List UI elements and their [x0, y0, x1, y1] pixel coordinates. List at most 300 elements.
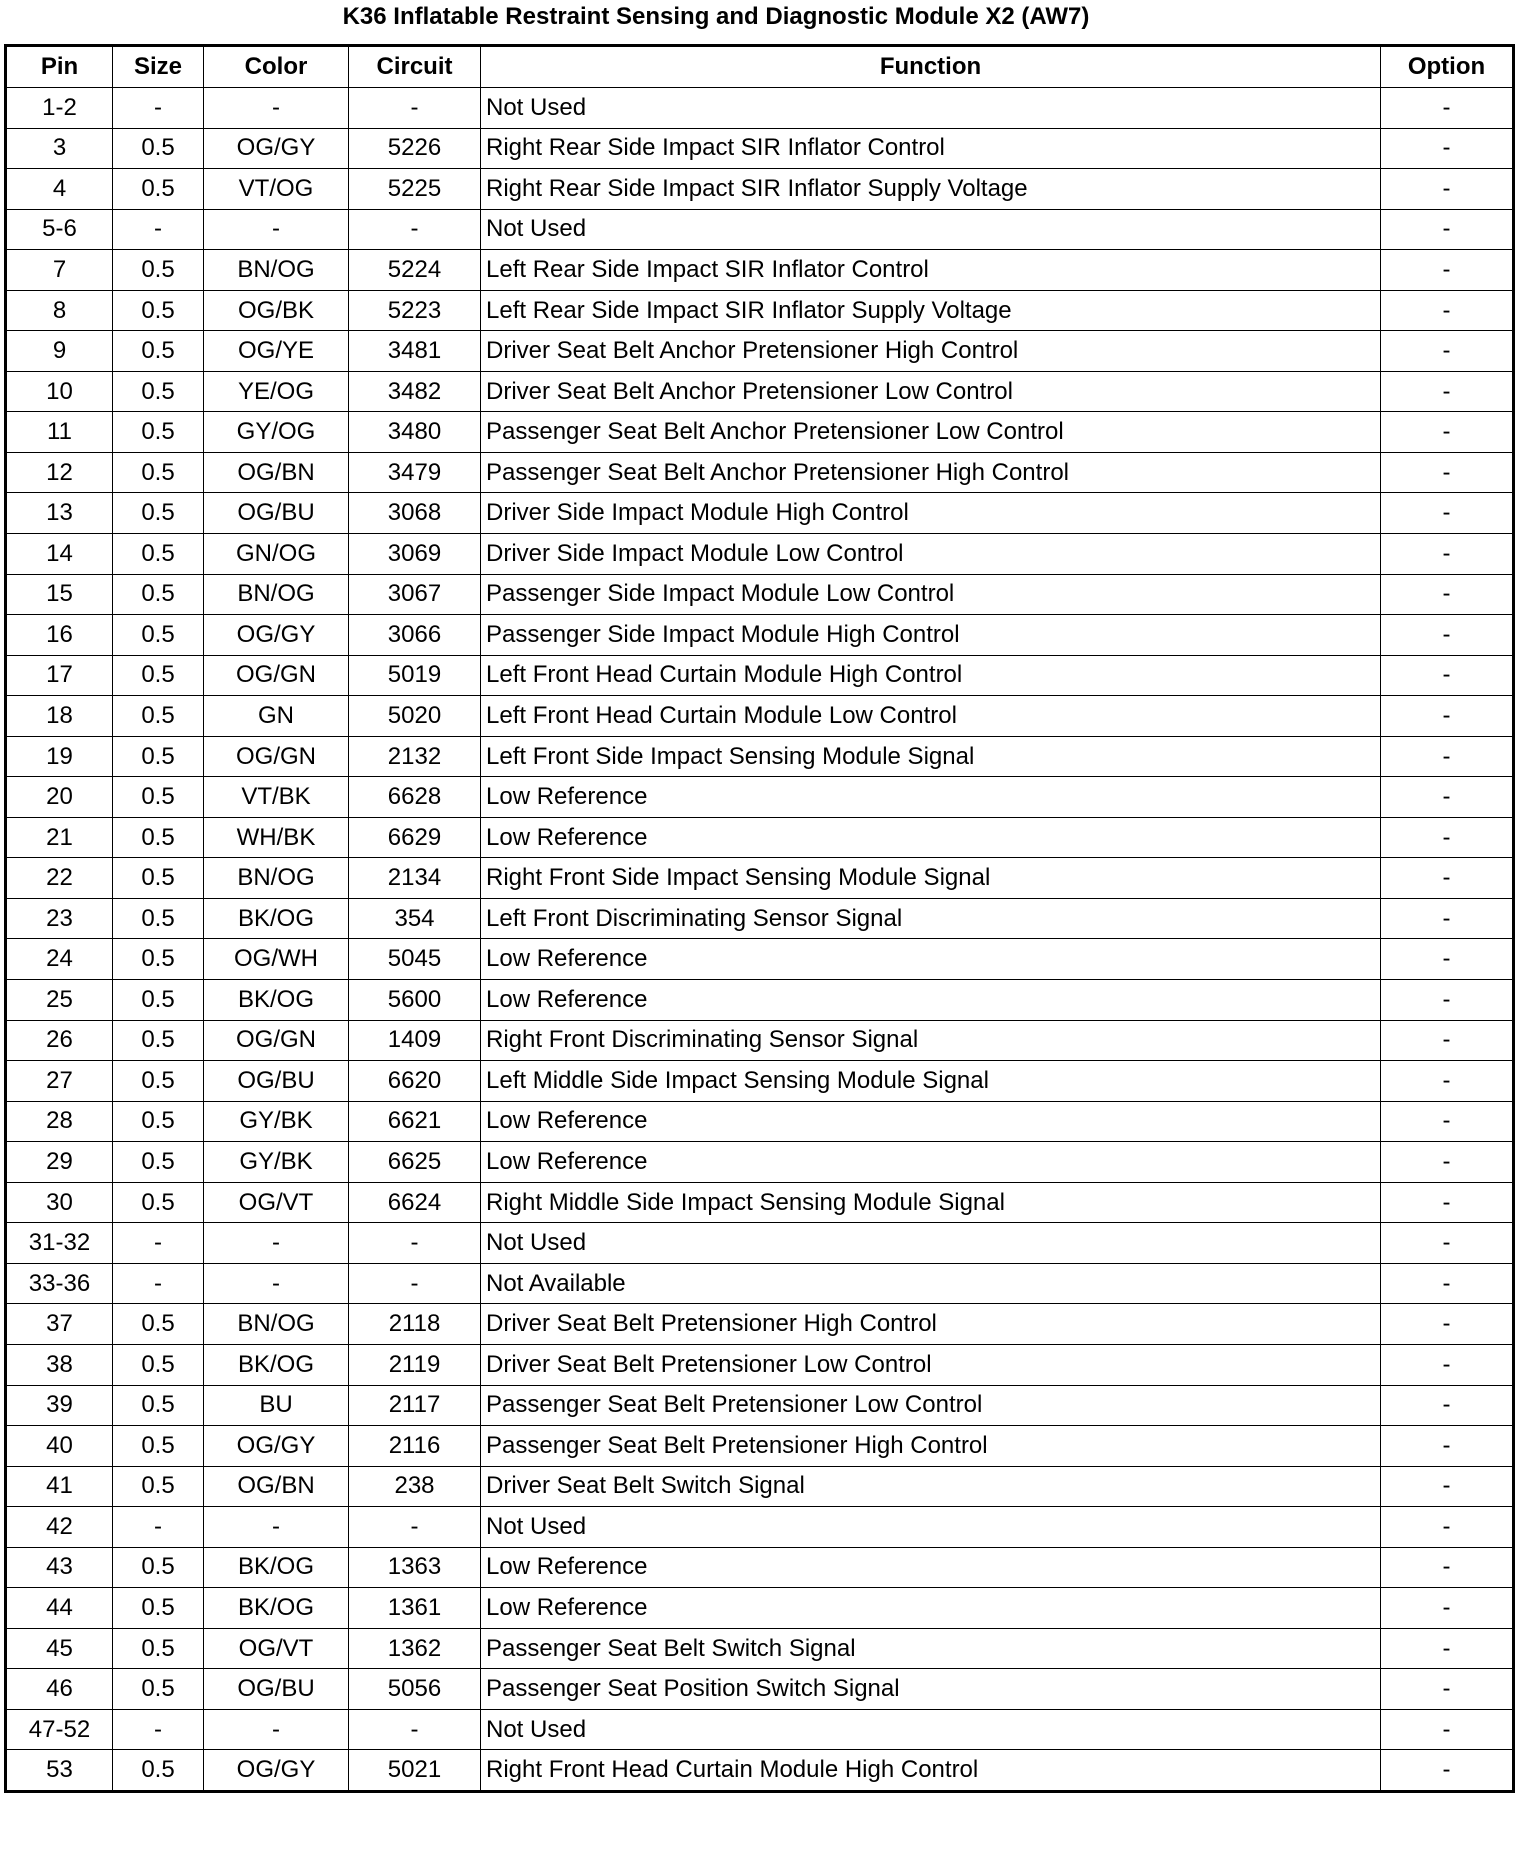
cell-color: BN/OG: [204, 858, 349, 899]
table-row: [6, 452, 1514, 493]
cell-pin: 38: [6, 1344, 113, 1385]
cell-pin: 26: [6, 1020, 113, 1061]
cell-circuit: 5223: [349, 290, 481, 331]
cell-function: Not Used: [481, 88, 1381, 129]
cell-color: OG/BU: [204, 493, 349, 534]
cell-color: OG/VT: [204, 1182, 349, 1223]
cell-option: -: [1381, 452, 1514, 493]
cell-size: 0.5: [113, 777, 204, 818]
cell-size: 0.5: [113, 1750, 204, 1792]
cell-option: -: [1381, 615, 1514, 656]
cell-size: 0.5: [113, 655, 204, 696]
cell-size: 0.5: [113, 980, 204, 1021]
table-header-row: [6, 46, 1514, 88]
cell-size: -: [113, 1263, 204, 1304]
cell-pin: 31-32: [6, 1223, 113, 1264]
cell-pin: 24: [6, 939, 113, 980]
cell-function: Right Front Side Impact Sensing Module Signal: [481, 858, 1381, 899]
table-row: [6, 1628, 1514, 1669]
cell-pin: 18: [6, 696, 113, 737]
cell-option: -: [1381, 1628, 1514, 1669]
table-row: [6, 331, 1514, 372]
cell-function: Not Used: [481, 209, 1381, 250]
cell-circuit: 1409: [349, 1020, 481, 1061]
cell-size: 0.5: [113, 574, 204, 615]
cell-circuit: 6620: [349, 1061, 481, 1102]
cell-function: Right Rear Side Impact SIR Inflator Supply Voltage: [481, 169, 1381, 210]
cell-option: -: [1381, 1101, 1514, 1142]
cell-color: YE/OG: [204, 371, 349, 412]
cell-function: Not Used: [481, 1223, 1381, 1264]
cell-pin: 13: [6, 493, 113, 534]
cell-size: 0.5: [113, 1426, 204, 1467]
document-title: K36 Inflatable Restraint Sensing and Diagnostic Module X2 (AW7): [342, 3, 1090, 30]
cell-option: -: [1381, 574, 1514, 615]
cell-circuit: -: [349, 88, 481, 129]
cell-option: -: [1381, 1750, 1514, 1792]
cell-circuit: 3481: [349, 331, 481, 372]
table-row: [6, 1223, 1514, 1264]
cell-circuit: 6621: [349, 1101, 481, 1142]
cell-circuit: 5224: [349, 250, 481, 291]
cell-circuit: 5600: [349, 980, 481, 1021]
cell-option: -: [1381, 736, 1514, 777]
cell-color: BK/OG: [204, 1344, 349, 1385]
cell-color: OG/GN: [204, 1020, 349, 1061]
cell-color: OG/GY: [204, 128, 349, 169]
cell-function: Passenger Seat Belt Pretensioner High Control: [481, 1426, 1381, 1467]
cell-circuit: 5021: [349, 1750, 481, 1792]
header-size: Size: [113, 46, 204, 88]
cell-size: 0.5: [113, 128, 204, 169]
cell-circuit: -: [349, 1709, 481, 1750]
cell-option: -: [1381, 898, 1514, 939]
cell-option: -: [1381, 534, 1514, 575]
cell-pin: 27: [6, 1061, 113, 1102]
cell-color: GY/OG: [204, 412, 349, 453]
cell-option: -: [1381, 980, 1514, 1021]
cell-circuit: 2132: [349, 736, 481, 777]
cell-function: Not Available: [481, 1263, 1381, 1304]
cell-function: Low Reference: [481, 939, 1381, 980]
cell-size: 0.5: [113, 1628, 204, 1669]
cell-circuit: 6629: [349, 817, 481, 858]
cell-pin: 33-36: [6, 1263, 113, 1304]
table-row: [6, 655, 1514, 696]
cell-size: 0.5: [113, 898, 204, 939]
cell-option: -: [1381, 1304, 1514, 1345]
cell-function: Left Front Head Curtain Module High Control: [481, 655, 1381, 696]
cell-color: OG/GY: [204, 1426, 349, 1467]
cell-option: -: [1381, 858, 1514, 899]
cell-color: OG/BU: [204, 1669, 349, 1710]
cell-circuit: 3067: [349, 574, 481, 615]
cell-pin: 22: [6, 858, 113, 899]
cell-size: 0.5: [113, 1020, 204, 1061]
cell-size: 0.5: [113, 1588, 204, 1629]
cell-pin: 20: [6, 777, 113, 818]
cell-option: -: [1381, 1344, 1514, 1385]
cell-option: -: [1381, 1263, 1514, 1304]
table-row: [6, 1466, 1514, 1507]
cell-circuit: -: [349, 1263, 481, 1304]
cell-color: BN/OG: [204, 1304, 349, 1345]
cell-size: 0.5: [113, 736, 204, 777]
table-row: [6, 980, 1514, 1021]
cell-option: -: [1381, 290, 1514, 331]
cell-circuit: -: [349, 1507, 481, 1548]
cell-pin: 15: [6, 574, 113, 615]
cell-circuit: 3479: [349, 452, 481, 493]
header-option: Option: [1381, 46, 1514, 88]
table-row: [6, 209, 1514, 250]
cell-circuit: 3482: [349, 371, 481, 412]
cell-function: Right Front Discriminating Sensor Signal: [481, 1020, 1381, 1061]
cell-circuit: 5045: [349, 939, 481, 980]
table-row: [6, 1547, 1514, 1588]
cell-circuit: 1362: [349, 1628, 481, 1669]
cell-option: -: [1381, 169, 1514, 210]
cell-circuit: 6624: [349, 1182, 481, 1223]
cell-color: GY/BK: [204, 1142, 349, 1183]
cell-color: OG/VT: [204, 1628, 349, 1669]
cell-option: -: [1381, 1182, 1514, 1223]
table-row: [6, 1061, 1514, 1102]
cell-function: Driver Seat Belt Pretensioner High Control: [481, 1304, 1381, 1345]
table-row: [6, 736, 1514, 777]
cell-size: 0.5: [113, 371, 204, 412]
cell-function: Passenger Seat Belt Anchor Pretensioner High Control: [481, 452, 1381, 493]
cell-size: -: [113, 88, 204, 129]
cell-option: -: [1381, 250, 1514, 291]
cell-function: Driver Seat Belt Switch Signal: [481, 1466, 1381, 1507]
cell-circuit: 1363: [349, 1547, 481, 1588]
table-row: [6, 939, 1514, 980]
cell-option: -: [1381, 696, 1514, 737]
cell-pin: 1-2: [6, 88, 113, 129]
cell-function: Low Reference: [481, 817, 1381, 858]
table-row: [6, 534, 1514, 575]
cell-pin: 30: [6, 1182, 113, 1223]
table-row: [6, 1182, 1514, 1223]
cell-size: 0.5: [113, 1547, 204, 1588]
cell-pin: 23: [6, 898, 113, 939]
cell-size: 0.5: [113, 452, 204, 493]
table-row: [6, 371, 1514, 412]
cell-pin: 45: [6, 1628, 113, 1669]
cell-function: Low Reference: [481, 1588, 1381, 1629]
cell-size: 0.5: [113, 169, 204, 210]
cell-function: Left Middle Side Impact Sensing Module Signal: [481, 1061, 1381, 1102]
cell-size: -: [113, 1507, 204, 1548]
cell-option: -: [1381, 1385, 1514, 1426]
cell-circuit: 3069: [349, 534, 481, 575]
cell-pin: 16: [6, 615, 113, 656]
cell-circuit: 2116: [349, 1426, 481, 1467]
cell-function: Left Front Side Impact Sensing Module Signal: [481, 736, 1381, 777]
cell-function: Right Front Head Curtain Module High Control: [481, 1750, 1381, 1792]
cell-color: -: [204, 1223, 349, 1264]
cell-function: Driver Seat Belt Anchor Pretensioner Low Control: [481, 371, 1381, 412]
cell-circuit: 6628: [349, 777, 481, 818]
cell-circuit: 3068: [349, 493, 481, 534]
cell-option: -: [1381, 412, 1514, 453]
cell-color: BU: [204, 1385, 349, 1426]
cell-pin: 5-6: [6, 209, 113, 250]
cell-function: Low Reference: [481, 777, 1381, 818]
cell-circuit: 354: [349, 898, 481, 939]
cell-color: VT/OG: [204, 169, 349, 210]
cell-option: -: [1381, 1507, 1514, 1548]
cell-pin: 9: [6, 331, 113, 372]
cell-option: -: [1381, 1588, 1514, 1629]
cell-function: Right Middle Side Impact Sensing Module Signal: [481, 1182, 1381, 1223]
cell-circuit: 5020: [349, 696, 481, 737]
cell-size: 0.5: [113, 534, 204, 575]
cell-size: 0.5: [113, 493, 204, 534]
cell-function: Passenger Seat Position Switch Signal: [481, 1669, 1381, 1710]
cell-size: 0.5: [113, 412, 204, 453]
cell-option: -: [1381, 817, 1514, 858]
table-row: [6, 1344, 1514, 1385]
cell-circuit: 2134: [349, 858, 481, 899]
header-circuit: Circuit: [349, 46, 481, 88]
cell-color: OG/BN: [204, 452, 349, 493]
cell-pin: 53: [6, 1750, 113, 1792]
cell-size: 0.5: [113, 615, 204, 656]
cell-option: -: [1381, 331, 1514, 372]
table-row: [6, 1142, 1514, 1183]
cell-size: 0.5: [113, 1344, 204, 1385]
cell-pin: 19: [6, 736, 113, 777]
cell-function: Not Used: [481, 1507, 1381, 1548]
cell-color: OG/WH: [204, 939, 349, 980]
cell-color: -: [204, 1507, 349, 1548]
cell-circuit: 6625: [349, 1142, 481, 1183]
cell-size: 0.5: [113, 290, 204, 331]
cell-option: -: [1381, 1223, 1514, 1264]
cell-size: 0.5: [113, 331, 204, 372]
cell-function: Driver Side Impact Module Low Control: [481, 534, 1381, 575]
cell-function: Passenger Side Impact Module Low Control: [481, 574, 1381, 615]
cell-option: -: [1381, 1142, 1514, 1183]
cell-color: BN/OG: [204, 250, 349, 291]
cell-pin: 8: [6, 290, 113, 331]
cell-option: -: [1381, 1547, 1514, 1588]
cell-pin: 12: [6, 452, 113, 493]
cell-function: Low Reference: [481, 980, 1381, 1021]
cell-size: 0.5: [113, 858, 204, 899]
table-row: [6, 1588, 1514, 1629]
cell-function: Right Rear Side Impact SIR Inflator Control: [481, 128, 1381, 169]
table-row: [6, 1385, 1514, 1426]
cell-option: -: [1381, 655, 1514, 696]
cell-pin: 4: [6, 169, 113, 210]
cell-circuit: 2117: [349, 1385, 481, 1426]
cell-pin: 37: [6, 1304, 113, 1345]
cell-color: OG/BN: [204, 1466, 349, 1507]
table-row: [6, 412, 1514, 453]
cell-function: Low Reference: [481, 1142, 1381, 1183]
table-row: [6, 1669, 1514, 1710]
cell-color: VT/BK: [204, 777, 349, 818]
cell-size: 0.5: [113, 1466, 204, 1507]
cell-color: OG/GY: [204, 615, 349, 656]
cell-option: -: [1381, 1466, 1514, 1507]
cell-pin: 21: [6, 817, 113, 858]
cell-circuit: 5225: [349, 169, 481, 210]
cell-function: Driver Side Impact Module High Control: [481, 493, 1381, 534]
cell-option: -: [1381, 128, 1514, 169]
cell-pin: 11: [6, 412, 113, 453]
cell-color: -: [204, 1709, 349, 1750]
cell-option: -: [1381, 1709, 1514, 1750]
cell-pin: 39: [6, 1385, 113, 1426]
cell-option: -: [1381, 1669, 1514, 1710]
cell-function: Low Reference: [481, 1101, 1381, 1142]
cell-color: BK/OG: [204, 1547, 349, 1588]
cell-circuit: -: [349, 209, 481, 250]
table-row: [6, 574, 1514, 615]
table-row: [6, 290, 1514, 331]
cell-color: OG/YE: [204, 331, 349, 372]
cell-pin: 47-52: [6, 1709, 113, 1750]
cell-circuit: 5019: [349, 655, 481, 696]
table-row: [6, 169, 1514, 210]
cell-option: -: [1381, 1426, 1514, 1467]
cell-option: -: [1381, 88, 1514, 129]
cell-function: Left Rear Side Impact SIR Inflator Supply Voltage: [481, 290, 1381, 331]
table-row: [6, 1426, 1514, 1467]
cell-size: 0.5: [113, 939, 204, 980]
cell-size: 0.5: [113, 1385, 204, 1426]
cell-color: GY/BK: [204, 1101, 349, 1142]
cell-color: -: [204, 1263, 349, 1304]
cell-size: 0.5: [113, 696, 204, 737]
cell-circuit: 5226: [349, 128, 481, 169]
cell-size: 0.5: [113, 1061, 204, 1102]
table-row: [6, 1020, 1514, 1061]
cell-function: Passenger Seat Belt Anchor Pretensioner Low Control: [481, 412, 1381, 453]
cell-color: BK/OG: [204, 980, 349, 1021]
cell-pin: 44: [6, 1588, 113, 1629]
cell-function: Low Reference: [481, 1547, 1381, 1588]
cell-function: Passenger Seat Belt Pretensioner Low Control: [481, 1385, 1381, 1426]
cell-size: 0.5: [113, 817, 204, 858]
cell-function: Passenger Seat Belt Switch Signal: [481, 1628, 1381, 1669]
cell-pin: 29: [6, 1142, 113, 1183]
table-row: [6, 1750, 1514, 1792]
cell-color: BK/OG: [204, 1588, 349, 1629]
cell-pin: 17: [6, 655, 113, 696]
cell-option: -: [1381, 939, 1514, 980]
cell-size: -: [113, 209, 204, 250]
table-row: [6, 898, 1514, 939]
table-row: [6, 696, 1514, 737]
cell-function: Driver Seat Belt Anchor Pretensioner High Control: [481, 331, 1381, 372]
header-pin: Pin: [6, 46, 113, 88]
cell-circuit: 2118: [349, 1304, 481, 1345]
cell-pin: 42: [6, 1507, 113, 1548]
header-color: Color: [204, 46, 349, 88]
cell-circuit: 2119: [349, 1344, 481, 1385]
cell-color: GN: [204, 696, 349, 737]
cell-pin: 14: [6, 534, 113, 575]
cell-option: -: [1381, 1061, 1514, 1102]
table-row: [6, 1304, 1514, 1345]
cell-color: -: [204, 209, 349, 250]
table-row: [6, 817, 1514, 858]
table-row: [6, 1709, 1514, 1750]
cell-circuit: 1361: [349, 1588, 481, 1629]
cell-function: Not Used: [481, 1709, 1381, 1750]
header-function: Function: [481, 46, 1381, 88]
cell-pin: 43: [6, 1547, 113, 1588]
table-row: [6, 128, 1514, 169]
cell-function: Driver Seat Belt Pretensioner Low Control: [481, 1344, 1381, 1385]
cell-function: Left Rear Side Impact SIR Inflator Control: [481, 250, 1381, 291]
cell-color: GN/OG: [204, 534, 349, 575]
table-row: [6, 858, 1514, 899]
table-row: [6, 88, 1514, 129]
cell-pin: 46: [6, 1669, 113, 1710]
cell-color: OG/BK: [204, 290, 349, 331]
cell-color: OG/GN: [204, 736, 349, 777]
cell-function: Left Front Head Curtain Module Low Control: [481, 696, 1381, 737]
cell-pin: 40: [6, 1426, 113, 1467]
table-row: [6, 777, 1514, 818]
cell-color: WH/BK: [204, 817, 349, 858]
cell-color: OG/GN: [204, 655, 349, 696]
table-row: [6, 1263, 1514, 1304]
cell-circuit: 3480: [349, 412, 481, 453]
table-row: [6, 493, 1514, 534]
cell-color: BK/OG: [204, 898, 349, 939]
cell-size: -: [113, 1709, 204, 1750]
table-row: [6, 1101, 1514, 1142]
cell-size: 0.5: [113, 1304, 204, 1345]
cell-color: OG/BU: [204, 1061, 349, 1102]
cell-color: BN/OG: [204, 574, 349, 615]
cell-pin: 28: [6, 1101, 113, 1142]
cell-option: -: [1381, 493, 1514, 534]
table-row: [6, 615, 1514, 656]
pinout-table: [4, 44, 1515, 1793]
cell-pin: 25: [6, 980, 113, 1021]
cell-size: 0.5: [113, 1101, 204, 1142]
cell-color: -: [204, 88, 349, 129]
cell-pin: 41: [6, 1466, 113, 1507]
cell-color: OG/GY: [204, 1750, 349, 1792]
table-body: [6, 88, 1514, 1792]
cell-size: 0.5: [113, 1669, 204, 1710]
table-row: [6, 250, 1514, 291]
cell-option: -: [1381, 1020, 1514, 1061]
cell-pin: 7: [6, 250, 113, 291]
cell-pin: 10: [6, 371, 113, 412]
cell-size: 0.5: [113, 250, 204, 291]
cell-size: 0.5: [113, 1142, 204, 1183]
cell-function: Left Front Discriminating Sensor Signal: [481, 898, 1381, 939]
cell-function: Passenger Side Impact Module High Control: [481, 615, 1381, 656]
cell-option: -: [1381, 371, 1514, 412]
cell-circuit: 5056: [349, 1669, 481, 1710]
table-row: [6, 1507, 1514, 1548]
cell-size: -: [113, 1223, 204, 1264]
cell-option: -: [1381, 777, 1514, 818]
cell-size: 0.5: [113, 1182, 204, 1223]
cell-circuit: 3066: [349, 615, 481, 656]
